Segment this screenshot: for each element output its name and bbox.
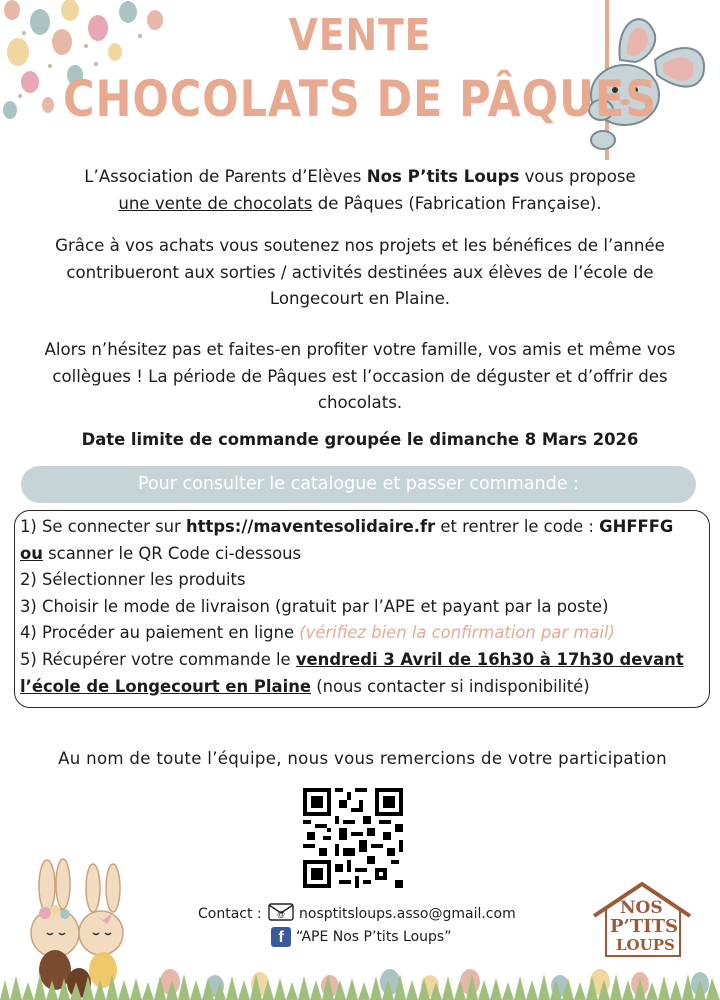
order-site-link[interactable]: https://maventesolidaire.fr xyxy=(185,517,436,536)
intro-paragraph: L’Association de Parents d’Elèves Nos P’tits Loups vous propose une vente de chocolats de Pâques (Fabrication Française). xyxy=(84,167,636,213)
step-5-location: l’école de Longecourt en Plaine (nous contacter si indisponibilité) xyxy=(20,676,590,696)
title-line-2: CHOCOLATS DE PÂQUES xyxy=(63,70,657,128)
facebook-icon[interactable]: f xyxy=(271,927,291,947)
qr-code[interactable] xyxy=(303,788,403,888)
contact-label: Contact : xyxy=(198,906,262,922)
step-1: 1) Se connecter sur https://maventesolidaire.fr et rentrer le code : GHFFFG xyxy=(20,517,674,536)
logo-line-2: P’TITS xyxy=(610,916,679,937)
step-3: 3) Choisir le mode de livraison (gratuit par l’APE et payant par la poste) xyxy=(20,596,609,616)
contact-email[interactable]: nosptitsloups.asso@gmail.com xyxy=(299,906,516,922)
support-paragraph: Grâce à vos achats vous soutenez nos projets et les bénéfices de l’année contribueront aux sorties / activités destinées aux élèves de l’école de Longecourt en Plaine. xyxy=(55,236,665,308)
step-4: 4) Procéder au paiement en ligne (vérifiez bien la confirmation par mail) xyxy=(20,623,615,643)
title-line-1: VENTE xyxy=(288,10,432,61)
invite-paragraph: Alors n’hésitez pas et faites-en profiter votre famille, vos amis et même vos collègues ! La période de Pâques est l’occasion de déguster et d’offrir des chocolats. xyxy=(44,340,676,412)
ape-logo xyxy=(590,880,695,960)
step-2: 2) Sélectionner les produits xyxy=(20,570,246,590)
mail-icon xyxy=(268,902,294,922)
order-deadline: Date limite de commande groupée le dimanche 8 Mars 2026 xyxy=(81,430,639,449)
step-5: 5) Récupérer votre commande le vendredi 3 Avril de 16h30 à 17h30 devant xyxy=(20,650,684,669)
grass-eggs-footer xyxy=(0,958,720,1000)
step-1-alt: ou scanner le QR Code ci-dessous xyxy=(20,543,302,563)
svg-text:@: @ xyxy=(276,910,286,919)
catalogue-banner: Pour consulter le catalogue et passer commande : xyxy=(21,466,696,503)
logo-line-1: NOS xyxy=(620,898,663,918)
logo-line-3: LOUPS xyxy=(616,936,675,954)
thanks-message: Au nom de toute l’équipe, nous vous remercions de votre participation xyxy=(58,749,667,768)
facebook-page[interactable]: “APE Nos P’tits Loups” xyxy=(296,929,452,945)
order-code: GHFFFG xyxy=(599,517,674,536)
